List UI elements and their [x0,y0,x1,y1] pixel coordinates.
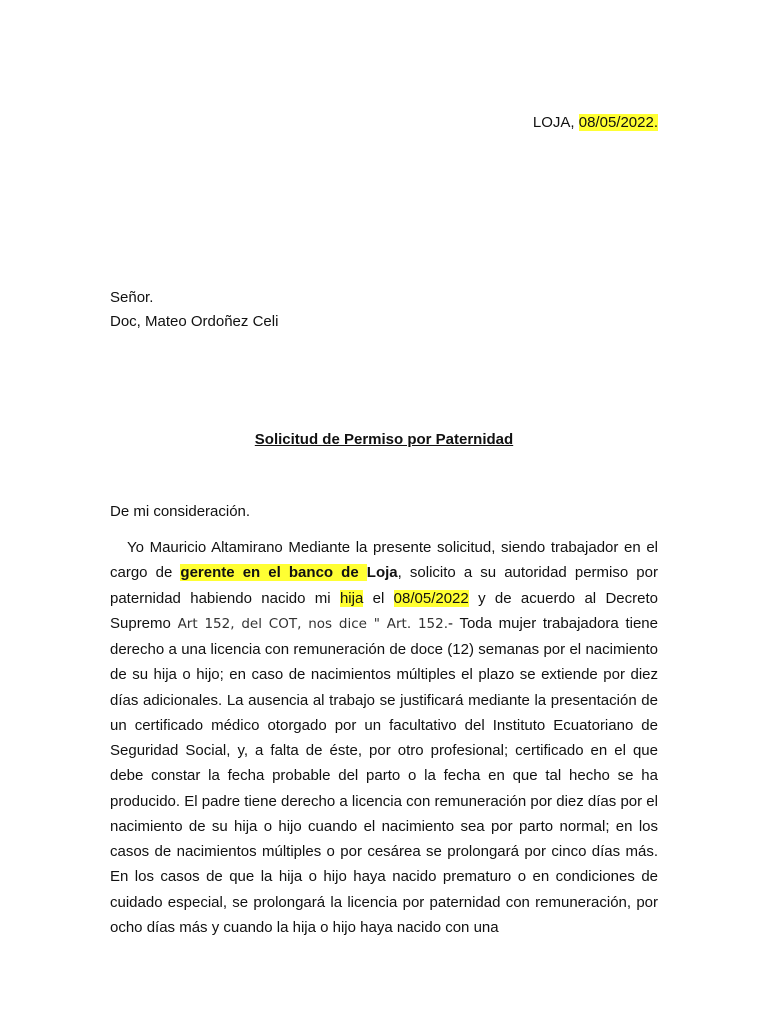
body-paragraph [110,535,658,940]
salutation: Señor. [110,289,154,306]
document-title: Solicitud de Permiso por Paternidad [254,431,514,448]
date-line [533,113,658,133]
body-text-2: , solicito a su autoridad permiso por paternidad habiendo nacido mi [110,564,658,607]
body-text-1: Yo Mauricio Altamirano Mediante la presente solicitud, siendo trabajador en el cargo de [110,539,658,582]
law-reference: Art 152, del COT, nos dice " Art. 152. [177,615,449,632]
role-highlight: gerente en el banco de [180,564,367,582]
city-text: LOJA, [532,114,579,131]
addressee-block [110,286,278,334]
body-text-5: - Toda mujer trabajadora tiene derecho a una licencia con remuneración de doce (12) semanas por el nacimiento de su hija o hijo; en caso de nacimientos múltiples el plazo se extiende por diez días adicionales. La ausencia al trabajo se justificará mediante la presentación de un certificado médico otorgado por un facultativo del Instituto Ecuatoriano de Seguridad Social, y, a falta de éste, por otro profesional; certificado en el que debe constar la fecha probable del parto o la fecha en que tal hecho se ha producido. El padre tiene derecho a licencia con remuneración por diez días por el nacimiento de su hija o hijo cuando el nacimiento sea por parto normal; en los casos de nacimientos múltiples o por cesárea se prolongará por cinco días más. En los casos de que la hija o hijo haya nacido prematuro o en condiciones de cuidado especial, se prolongará la licencia por paternidad con remuneración, por ocho días más y cuando la hija o hijo haya nacido con una [110,614,658,936]
city-bold: Loja [366,564,398,582]
greeting: De mi consideración. [110,503,251,520]
birth-date-highlight: 08/05/2022 [393,589,469,607]
body-text-3: el [363,589,394,607]
child-highlight: hija [339,589,364,607]
addressee-name: Doc, Mateo Ordoñez Celi [110,313,279,330]
body-text-4: y de acuerdo al Decreto Supremo [110,589,658,632]
date-highlight: 08/05/2022. [578,114,658,131]
